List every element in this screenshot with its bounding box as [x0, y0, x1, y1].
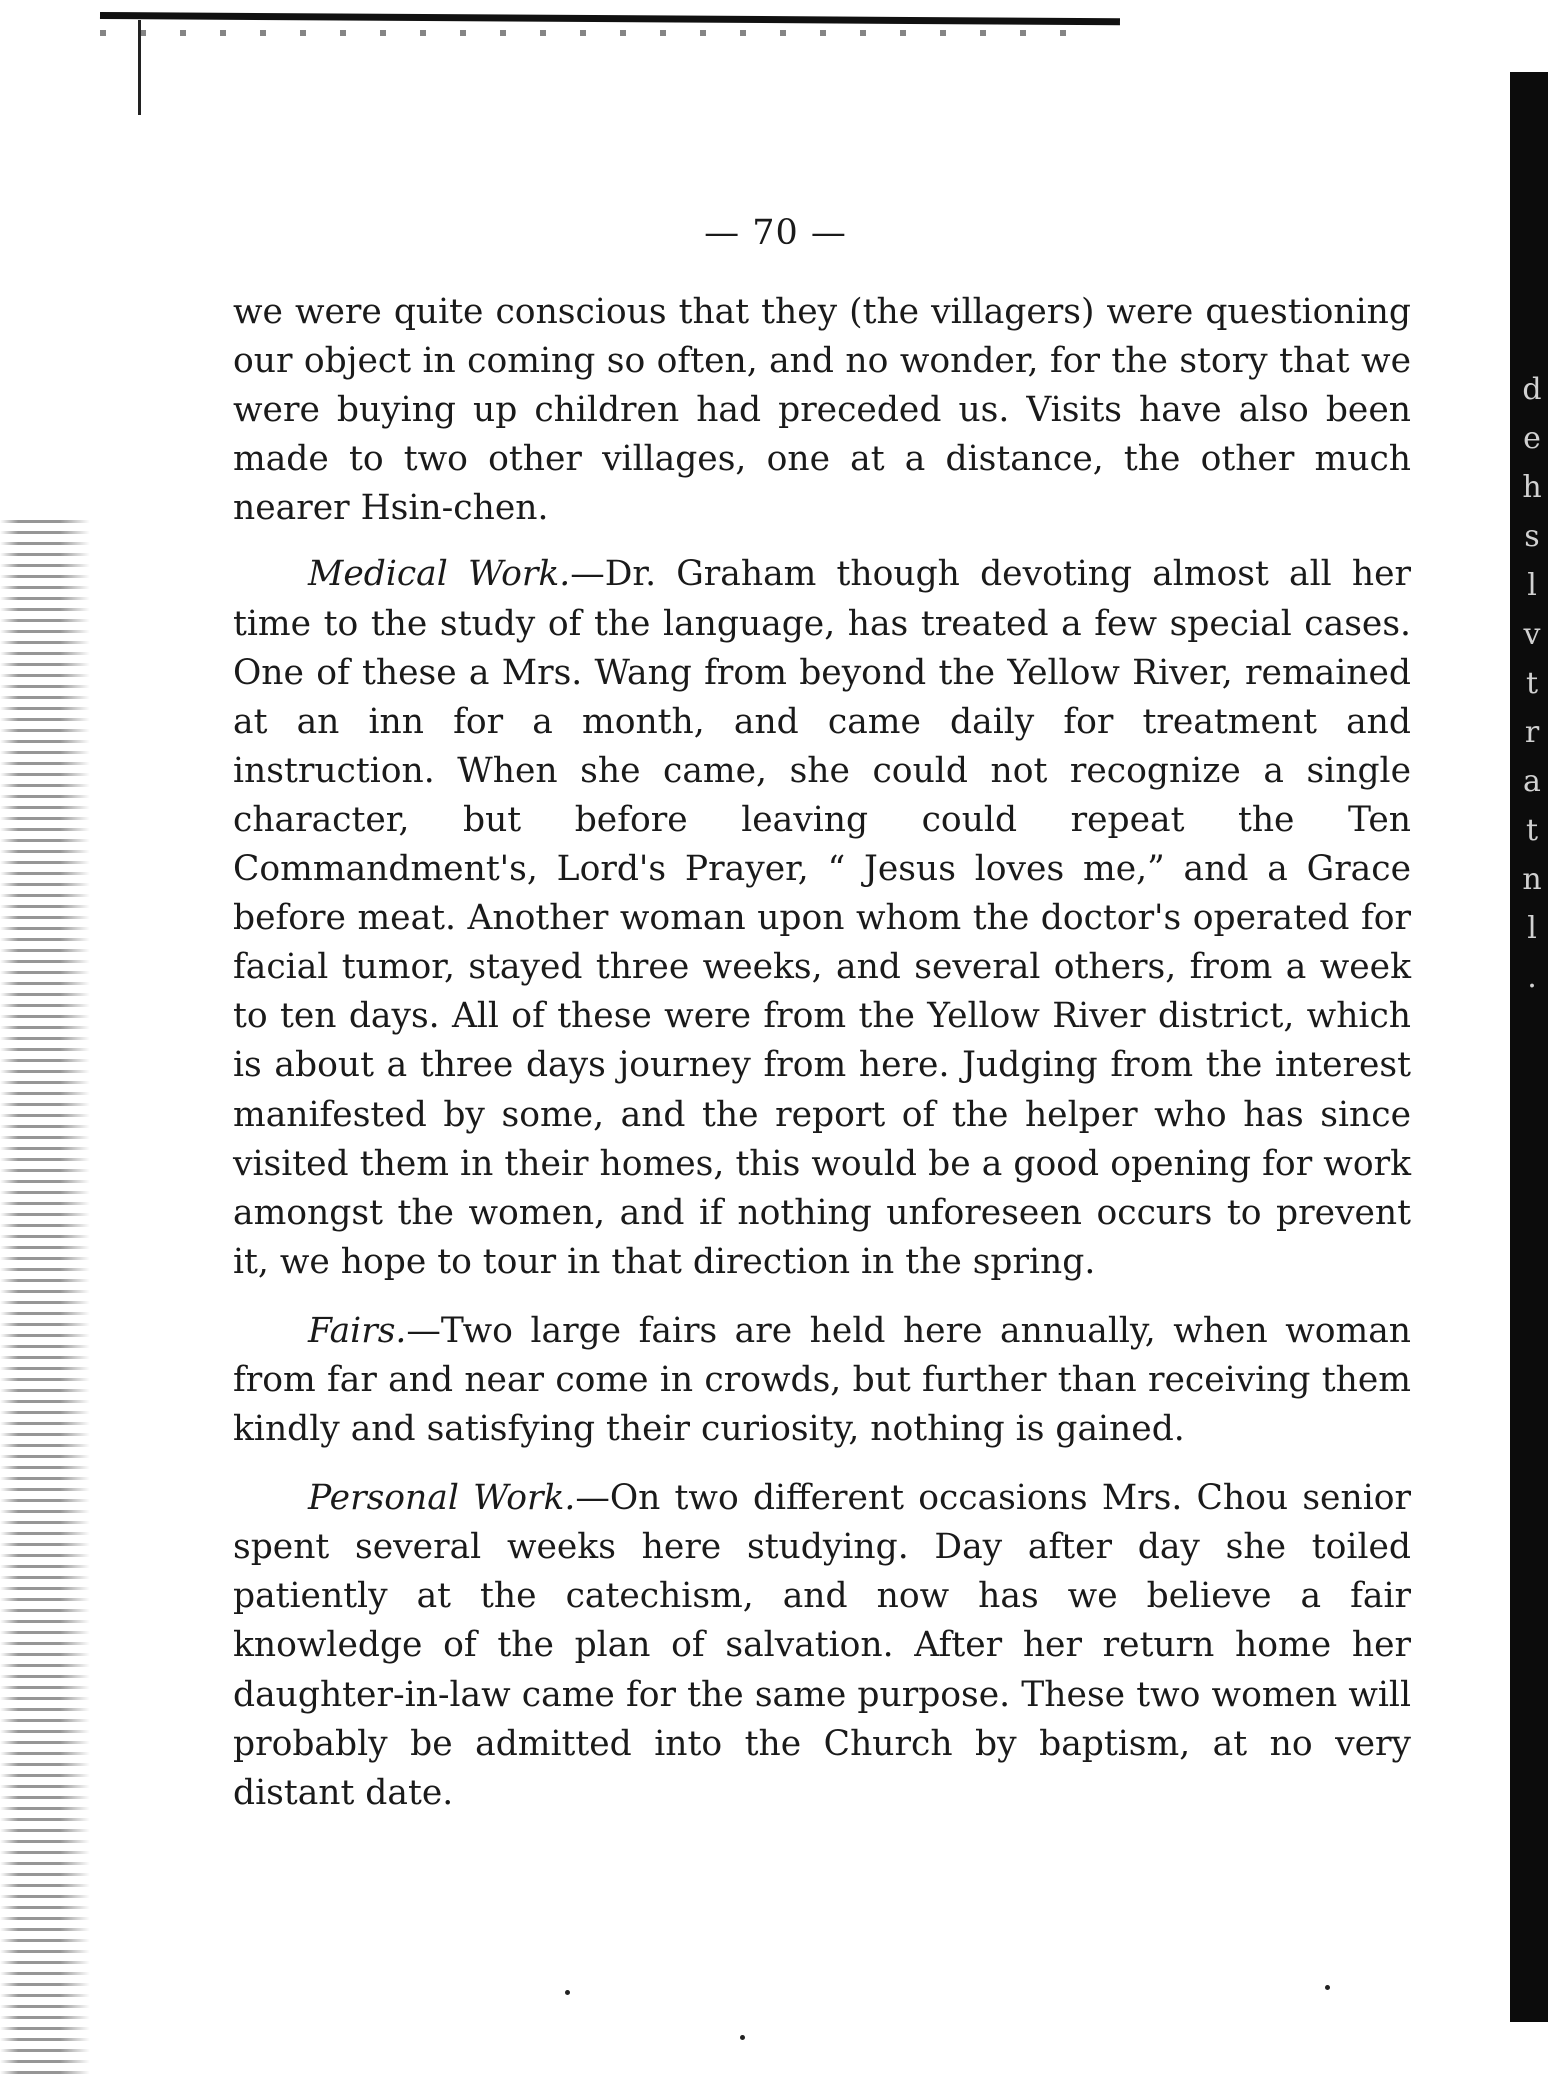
- paragraph-fairs: [233, 1307, 1411, 1454]
- adjacent-page-fragments: [1514, 365, 1550, 1002]
- page-body: [233, 288, 1411, 1818]
- margin-fragment: e: [1523, 421, 1541, 456]
- page-number: — 70 —: [704, 213, 847, 253]
- paragraph-medical-work: [233, 550, 1411, 1286]
- paragraph-body: —Two large fairs are held here annually, when woman from far and near come in crowds, but further than receiving them kindly and satisfying their curiosity, nothing is gained.: [233, 1310, 1411, 1450]
- scan-speck: [1325, 1985, 1330, 1990]
- section-heading: Fairs.: [308, 1310, 407, 1351]
- margin-fragment: a: [1523, 764, 1541, 799]
- section-heading: Personal Work.: [308, 1478, 576, 1519]
- paragraph-personal-work: [233, 1474, 1411, 1818]
- paragraph-body: —On two different occasions Mrs. Chou senior spent several weeks here studying. Day after day she toiled patiently at the catechism, and now has we believe a fair knowledge of the plan of salvation. After her return home her daughter-in-law came for the same purpose. These two women will probably be admitted into the Church by baptism, at no very distant date.: [233, 1478, 1411, 1813]
- margin-fragment: h: [1522, 470, 1542, 505]
- section-heading: Medical Work.: [308, 554, 571, 595]
- margin-fragment: d: [1522, 372, 1542, 407]
- margin-fragment: v: [1523, 617, 1541, 652]
- margin-fragment: .: [1527, 960, 1537, 995]
- adjacent-page-edge-left: [0, 520, 90, 2080]
- margin-fragment: t: [1525, 813, 1539, 848]
- scan-noise: [100, 30, 1100, 36]
- margin-fragment: l: [1527, 568, 1537, 603]
- margin-fragment: r: [1524, 715, 1540, 750]
- scan-speck: [740, 2035, 745, 2040]
- scan-speck: [565, 1990, 570, 1995]
- paragraph-body: we were quite conscious that they (the villagers) were questioning our object in coming so often, and no wonder, for the story that we were buying up children had preceded us. Visits have also been made to two other villages, one at a distance, the other much nearer Hsin-chen.: [233, 292, 1411, 529]
- paragraph-continuation: [233, 288, 1411, 533]
- margin-fragment: n: [1522, 862, 1542, 897]
- scan-left-tick: [138, 20, 141, 115]
- margin-fragment: t: [1525, 666, 1539, 701]
- margin-fragment: l: [1527, 911, 1537, 946]
- scan-top-rule: [100, 12, 1120, 25]
- paragraph-body: —Dr. Graham though devoting almost all her time to the study of the language, has treated a few special cases. One of these a Mrs. Wang from beyond the Yellow River, remained at an inn for a month, and came daily for treatment and instruction. When she came, she could not recognize a single character, but before leaving could repeat the Ten Commandment's, Lord's Prayer, “ Jesus loves me,” and a Grace before meat. Another woman upon whom the doctor's operated for facial tumor, stayed three weeks, and several others, from a week to ten days. All of these were from the Yellow River district, which is about a three days journey from here. Judging from the interest manifested by some, and the report of the helper who has since visited them in their homes, this would be a good opening for work amongst the women, and if nothing unforeseen occurs to prevent it, we hope to tour in that direction in the spring.: [233, 554, 1411, 1282]
- margin-fragment: s: [1524, 519, 1540, 554]
